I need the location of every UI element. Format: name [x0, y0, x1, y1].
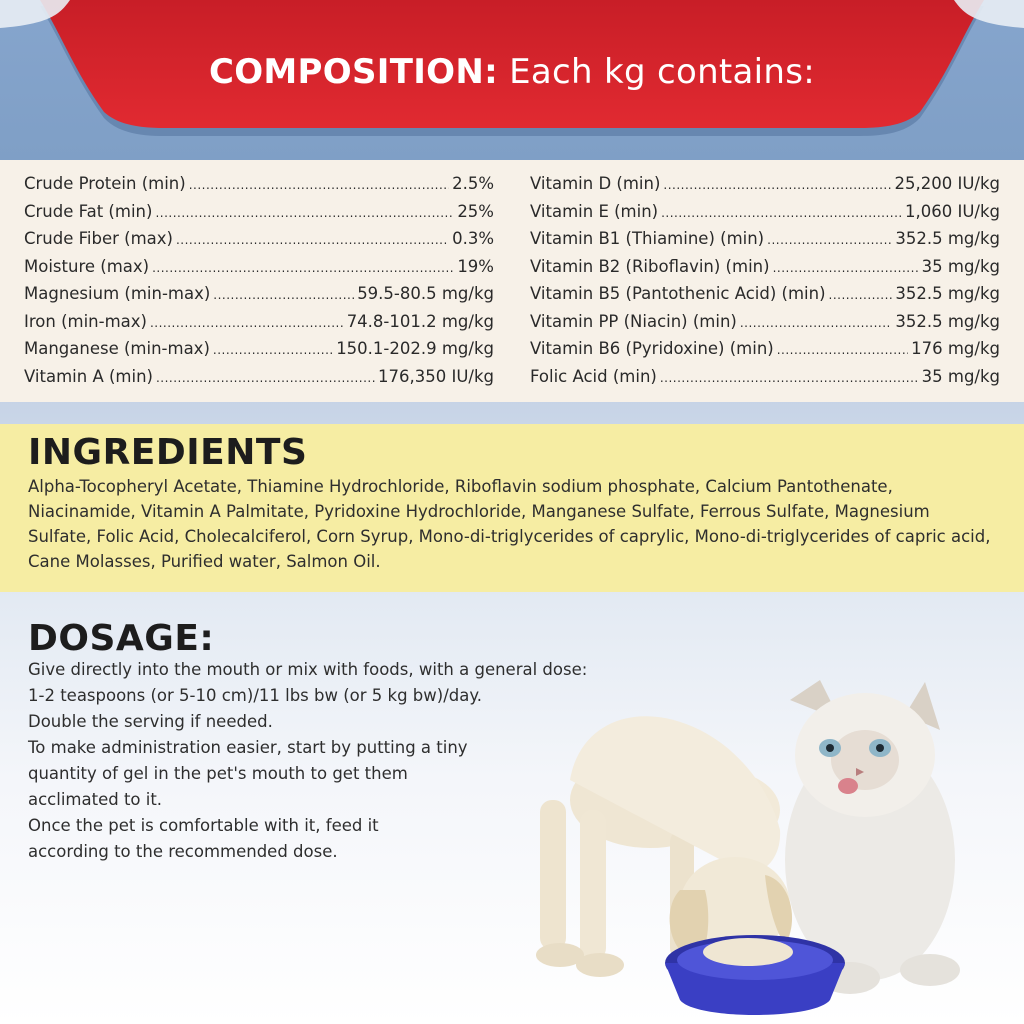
- composition-row: [530, 257, 1000, 285]
- nutrient-value: 352.5 mg/kg: [895, 311, 1000, 331]
- nutrient-name: Vitamin B1 (Thiamine) (min): [530, 229, 765, 248]
- composition-right-column: [530, 174, 1000, 394]
- nutrient-name: Vitamin D (min): [530, 174, 661, 193]
- nutrient-name: Folic Acid (min): [530, 366, 657, 386]
- dosage-line: according to the recommended dose.: [28, 842, 338, 861]
- composition-row: [24, 202, 494, 230]
- composition-row: [530, 339, 1000, 367]
- nutrient-value: 176,350 IU/kg: [377, 366, 494, 386]
- composition-row: [530, 202, 1000, 230]
- leader-dots: [155, 206, 454, 220]
- dosage-line: acclimated to it.: [28, 790, 163, 809]
- leader-dots: [152, 261, 454, 275]
- leader-dots: [777, 343, 908, 357]
- composition-title-rest: Each kg contains:: [509, 52, 816, 92]
- nutrient-name: Vitamin A (min): [24, 366, 153, 386]
- nutrient-value: 35 mg/kg: [921, 256, 1000, 276]
- nutrient-name: Iron (min-max): [24, 311, 147, 331]
- composition-row: [530, 284, 1000, 312]
- ingredients-text: Alpha-Tocopheryl Acetate, Thiamine Hydrochloride, Riboflavin sodium phosphate, Calcium Pantothenate, Niacinamide, Vitamin A Palmitate, Pyridoxine Hydrochloride, Manganese Sulfate, Ferrous Sulfate, Magnesium Sulfate, Folic Acid, Cholecalciferol, Corn Syrup, Mono-di-triglycerides of caprylic, Mono-di-triglycerides of capric acid, Cane Molasses, Purified water, Salmon Oil.: [28, 477, 991, 571]
- nutrient-value: 2.5%: [452, 174, 494, 193]
- leader-dots: [156, 371, 375, 385]
- composition-row: [530, 367, 1000, 395]
- nutrient-name: Vitamin B5 (Pantothenic Acid) (min): [530, 284, 826, 303]
- nutrient-value: 150.1-202.9 mg/kg: [336, 339, 494, 358]
- nutrient-name: Crude Fiber (max): [24, 229, 173, 248]
- leader-dots: [663, 178, 891, 192]
- leader-dots: [176, 233, 449, 247]
- nutrient-value: 352.5 mg/kg: [895, 284, 1000, 303]
- composition-row: [24, 257, 494, 285]
- composition-row: [24, 284, 494, 312]
- dosage-line: To make administration easier, start by putting a tiny: [28, 738, 468, 757]
- composition-row: [24, 312, 494, 340]
- dosage-line: Double the serving if needed.: [28, 712, 273, 731]
- nutrient-name: Vitamin B2 (Riboflavin) (min): [530, 256, 770, 276]
- composition-row: [530, 174, 1000, 202]
- leader-dots: [661, 206, 902, 220]
- puppy-kitten-illustration: [520, 660, 1020, 1024]
- leader-dots: [740, 316, 893, 330]
- nutrient-value: 59.5-80.5 mg/kg: [357, 284, 494, 303]
- ingredients-title: INGREDIENTS: [28, 432, 308, 473]
- dosage-title: DOSAGE:: [28, 618, 215, 659]
- nutrient-name: Vitamin E (min): [530, 201, 659, 221]
- leader-dots: [829, 288, 893, 302]
- nutrient-name: Crude Protein (min): [24, 174, 186, 193]
- dosage-line: Once the pet is comfortable with it, feed it: [28, 816, 379, 835]
- composition-row: [24, 367, 494, 395]
- nutrient-value: 25%: [457, 201, 494, 221]
- nutrient-name: Crude Fat (min): [24, 201, 153, 221]
- leader-dots: [660, 371, 919, 385]
- nutrient-value: 1,060 IU/kg: [904, 201, 1000, 221]
- composition-row: [530, 229, 1000, 257]
- leader-dots: [150, 316, 344, 330]
- nutrient-value: 352.5 mg/kg: [895, 229, 1000, 248]
- composition-row: [24, 229, 494, 257]
- nutrient-name: Magnesium (min-max): [24, 284, 211, 303]
- composition-row: [24, 174, 494, 202]
- composition-left-column: [24, 174, 494, 394]
- nutrient-name: Manganese (min-max): [24, 339, 210, 358]
- leader-dots: [189, 178, 449, 192]
- composition-row: [24, 339, 494, 367]
- nutrient-name: Vitamin B6 (Pyridoxine) (min): [530, 339, 774, 358]
- nutrient-value: 0.3%: [452, 229, 494, 248]
- nutrient-name: Vitamin PP (Niacin) (min): [530, 311, 737, 331]
- dosage-line: 1-2 teaspoons (or 5-10 cm)/11 lbs bw (or 5 kg bw)/day.: [28, 686, 483, 705]
- dosage-line: quantity of gel in the pet's mouth to get them: [28, 764, 408, 783]
- leader-dots: [773, 261, 919, 275]
- nutrient-name: Moisture (max): [24, 256, 150, 276]
- leader-dots: [213, 343, 333, 357]
- composition-row: [530, 312, 1000, 340]
- dosage-line: Give directly into the mouth or mix with foods, with a general dose:: [28, 660, 588, 679]
- leader-dots: [767, 233, 892, 247]
- nutrient-value: 176 mg/kg: [911, 339, 1000, 358]
- leader-dots: [213, 288, 354, 302]
- food-bowl: [665, 935, 845, 1015]
- nutrient-value: 25,200 IU/kg: [894, 174, 1000, 193]
- nutrient-value: 74.8-101.2 mg/kg: [346, 311, 494, 331]
- composition-title-bold: COMPOSITION:: [208, 52, 499, 92]
- nutrient-value: 19%: [457, 256, 494, 276]
- composition-title: [0, 52, 1024, 92]
- nutrient-value: 35 mg/kg: [921, 366, 1000, 386]
